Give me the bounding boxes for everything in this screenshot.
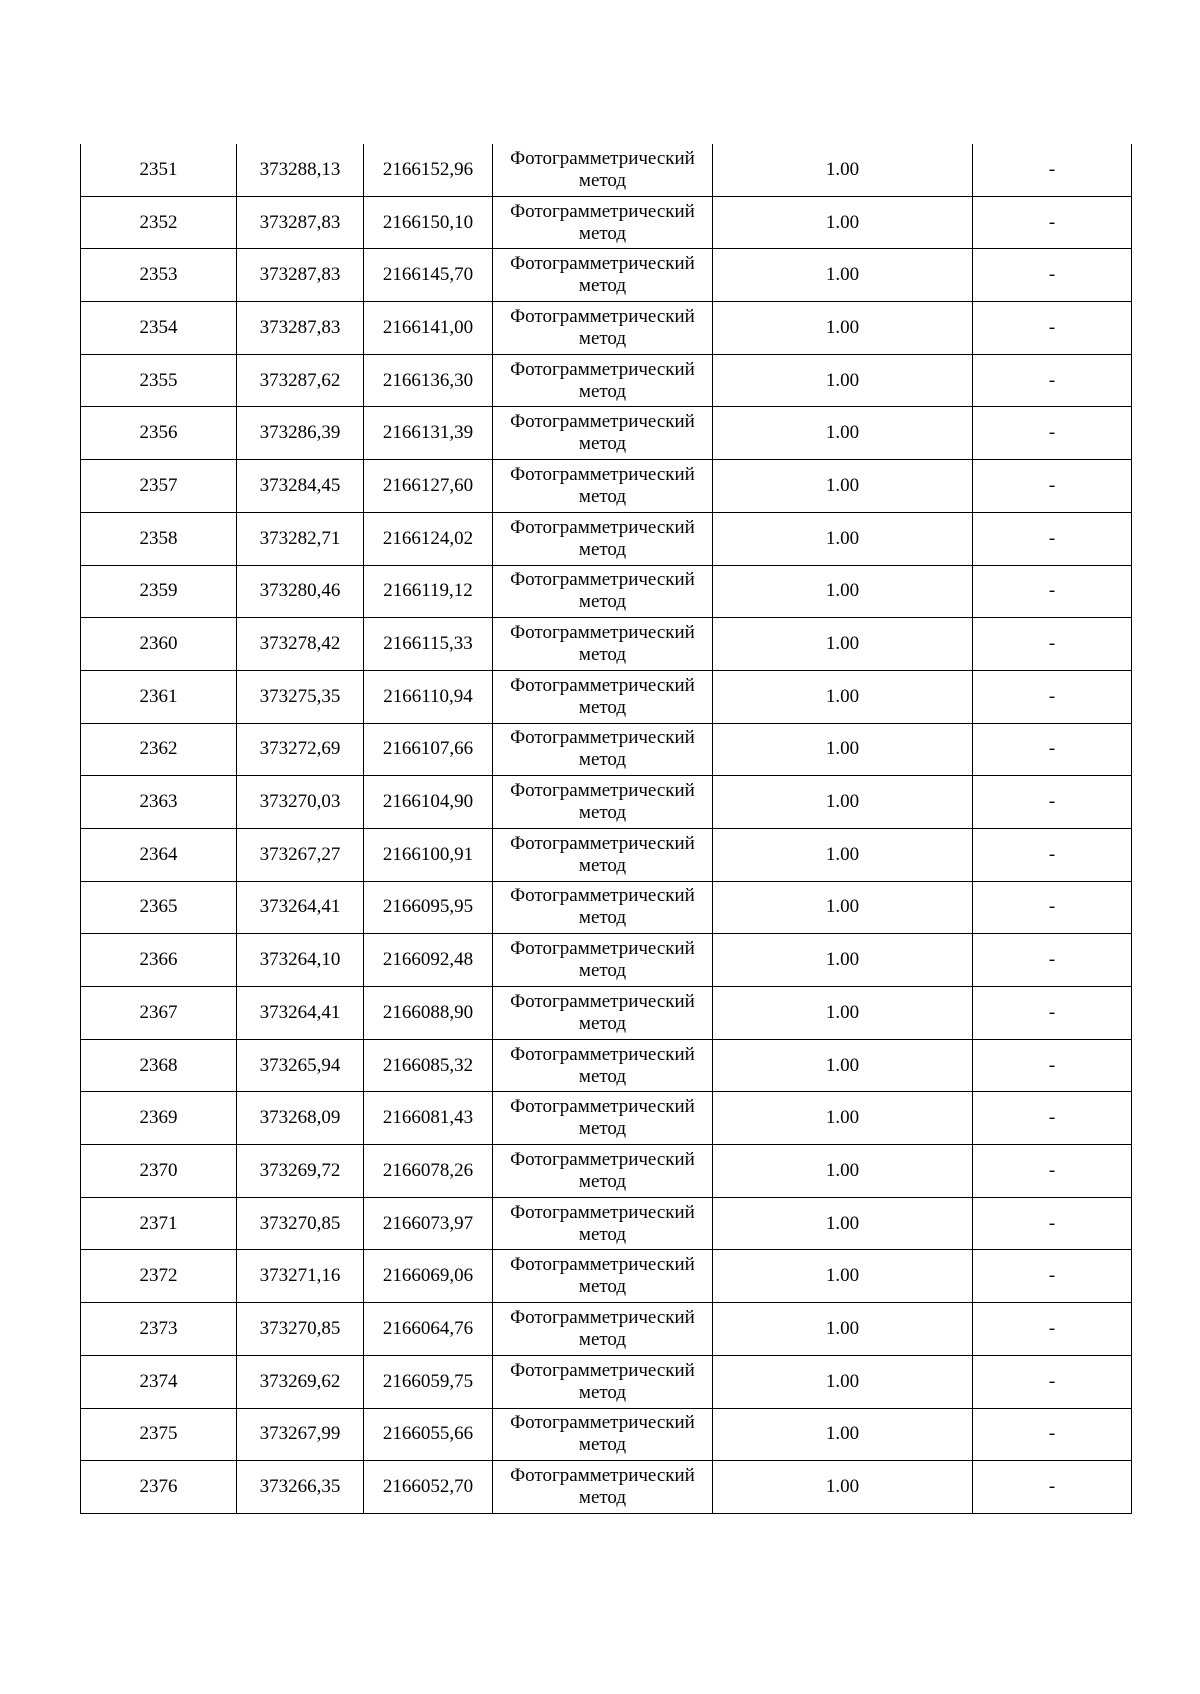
method-cell [493, 144, 713, 196]
y-coordinate-cell: 2166059,75 [364, 1355, 493, 1408]
method-line-1: Фотограмметрический [510, 569, 695, 591]
method-line-2: метод [578, 433, 627, 455]
table-row [81, 1092, 1132, 1145]
x-coordinate-cell: 373287,83 [237, 249, 364, 302]
method-line-1: Фотограмметрический [510, 885, 695, 907]
x-coordinate-cell: 373270,03 [237, 776, 364, 829]
method-line-2: метод [578, 907, 627, 929]
point-number-cell: 2356 [81, 407, 237, 460]
accuracy-cell: 1.00 [713, 196, 973, 249]
method-cell [493, 1461, 713, 1514]
y-coordinate-cell: 2166110,94 [364, 670, 493, 723]
method-cell [493, 1092, 713, 1145]
table-row [81, 196, 1132, 249]
method-line-1: Фотограмметрический [510, 516, 695, 538]
accuracy-cell: 1.00 [713, 1355, 973, 1408]
method-line-1: Фотограмметрический [510, 147, 695, 169]
point-number-cell: 2371 [81, 1197, 237, 1250]
accuracy-cell: 1.00 [713, 460, 973, 513]
method-line-2: метод [578, 380, 627, 402]
accuracy-cell: 1.00 [713, 1145, 973, 1198]
point-number-cell: 2363 [81, 776, 237, 829]
method-cell [493, 1355, 713, 1408]
method-line-1: Фотограмметрический [510, 1043, 695, 1065]
method-line-2: метод [578, 327, 627, 349]
point-number-cell: 2374 [81, 1355, 237, 1408]
method-cell [493, 512, 713, 565]
table-row [81, 249, 1132, 302]
point-number-cell: 2375 [81, 1408, 237, 1461]
method-line-2: метод [578, 644, 627, 666]
method-cell [493, 1303, 713, 1356]
y-coordinate-cell: 2166127,60 [364, 460, 493, 513]
method-cell [493, 776, 713, 829]
table-row [81, 987, 1132, 1040]
note-cell: - [973, 354, 1132, 407]
note-cell: - [973, 934, 1132, 987]
x-coordinate-cell: 373278,42 [237, 618, 364, 671]
table-row [81, 407, 1132, 460]
table-row [81, 723, 1132, 776]
table-row [81, 828, 1132, 881]
method-line-2: метод [578, 960, 627, 982]
method-line-1: Фотограмметрический [510, 832, 695, 854]
method-line-2: метод [578, 538, 627, 560]
note-cell: - [973, 828, 1132, 881]
method-line-2: метод [578, 1065, 627, 1087]
note-cell: - [973, 723, 1132, 776]
note-cell: - [973, 407, 1132, 460]
accuracy-cell: 1.00 [713, 776, 973, 829]
method-line-2: метод [578, 1487, 627, 1509]
accuracy-cell: 1.00 [713, 1039, 973, 1092]
x-coordinate-cell: 373265,94 [237, 1039, 364, 1092]
note-cell: - [973, 512, 1132, 565]
point-number-cell: 2373 [81, 1303, 237, 1356]
table-row [81, 670, 1132, 723]
method-line-1: Фотограмметрический [510, 1148, 695, 1170]
note-cell: - [973, 1145, 1132, 1198]
method-cell [493, 934, 713, 987]
y-coordinate-cell: 2166107,66 [364, 723, 493, 776]
method-cell [493, 302, 713, 355]
method-cell [493, 1039, 713, 1092]
x-coordinate-cell: 373269,62 [237, 1355, 364, 1408]
method-cell [493, 881, 713, 934]
point-number-cell: 2367 [81, 987, 237, 1040]
accuracy-cell: 1.00 [713, 1197, 973, 1250]
point-number-cell: 2365 [81, 881, 237, 934]
method-line-1: Фотограмметрический [510, 780, 695, 802]
note-cell: - [973, 1092, 1132, 1145]
method-line-1: Фотограмметрический [510, 622, 695, 644]
method-line-1: Фотограмметрический [510, 253, 695, 275]
note-cell: - [973, 1408, 1132, 1461]
x-coordinate-cell: 373272,69 [237, 723, 364, 776]
y-coordinate-cell: 2166052,70 [364, 1461, 493, 1514]
accuracy-cell: 1.00 [713, 934, 973, 987]
accuracy-cell: 1.00 [713, 1092, 973, 1145]
method-line-1: Фотограмметрический [510, 411, 695, 433]
table-row [81, 1303, 1132, 1356]
accuracy-cell: 1.00 [713, 723, 973, 776]
method-line-2: метод [578, 591, 627, 613]
y-coordinate-cell: 2166092,48 [364, 934, 493, 987]
table-row [81, 1461, 1132, 1514]
y-coordinate-cell: 2166152,96 [364, 144, 493, 196]
method-cell [493, 565, 713, 618]
point-number-cell: 2358 [81, 512, 237, 565]
method-cell [493, 987, 713, 1040]
accuracy-cell: 1.00 [713, 354, 973, 407]
x-coordinate-cell: 373264,41 [237, 987, 364, 1040]
method-line-1: Фотограмметрический [510, 358, 695, 380]
table-row [81, 565, 1132, 618]
table-row [81, 1250, 1132, 1303]
method-line-2: метод [578, 485, 627, 507]
method-cell [493, 1197, 713, 1250]
y-coordinate-cell: 2166119,12 [364, 565, 493, 618]
y-coordinate-cell: 2166081,43 [364, 1092, 493, 1145]
x-coordinate-cell: 373264,10 [237, 934, 364, 987]
point-number-cell: 2351 [81, 144, 237, 196]
note-cell: - [973, 302, 1132, 355]
coordinates-table [80, 144, 1132, 1514]
note-cell: - [973, 1461, 1132, 1514]
x-coordinate-cell: 373286,39 [237, 407, 364, 460]
method-line-2: метод [578, 1434, 627, 1456]
y-coordinate-cell: 2166115,33 [364, 618, 493, 671]
note-cell: - [973, 670, 1132, 723]
note-cell: - [973, 776, 1132, 829]
accuracy-cell: 1.00 [713, 987, 973, 1040]
table-row [81, 1408, 1132, 1461]
table-row [81, 302, 1132, 355]
method-line-1: Фотограмметрический [510, 1465, 695, 1487]
accuracy-cell: 1.00 [713, 249, 973, 302]
method-cell [493, 828, 713, 881]
method-line-1: Фотограмметрический [510, 674, 695, 696]
method-line-2: метод [578, 222, 627, 244]
point-number-cell: 2355 [81, 354, 237, 407]
table-row [81, 460, 1132, 513]
point-number-cell: 2370 [81, 1145, 237, 1198]
method-cell [493, 354, 713, 407]
note-cell: - [973, 881, 1132, 934]
method-cell [493, 249, 713, 302]
x-coordinate-cell: 373269,72 [237, 1145, 364, 1198]
method-line-2: метод [578, 1223, 627, 1245]
y-coordinate-cell: 2166069,06 [364, 1250, 493, 1303]
note-cell: - [973, 1250, 1132, 1303]
y-coordinate-cell: 2166100,91 [364, 828, 493, 881]
note-cell: - [973, 987, 1132, 1040]
y-coordinate-cell: 2166055,66 [364, 1408, 493, 1461]
y-coordinate-cell: 2166095,95 [364, 881, 493, 934]
method-line-1: Фотограмметрический [510, 990, 695, 1012]
table-row [81, 354, 1132, 407]
method-line-2: метод [578, 1328, 627, 1350]
method-line-2: метод [578, 1170, 627, 1192]
point-number-cell: 2369 [81, 1092, 237, 1145]
method-cell [493, 670, 713, 723]
point-number-cell: 2352 [81, 196, 237, 249]
method-line-2: метод [578, 802, 627, 824]
method-line-1: Фотограмметрический [510, 1306, 695, 1328]
x-coordinate-cell: 373268,09 [237, 1092, 364, 1145]
y-coordinate-cell: 2166078,26 [364, 1145, 493, 1198]
accuracy-cell: 1.00 [713, 618, 973, 671]
point-number-cell: 2360 [81, 618, 237, 671]
method-line-1: Фотограмметрический [510, 727, 695, 749]
method-cell [493, 1250, 713, 1303]
method-cell [493, 618, 713, 671]
y-coordinate-cell: 2166064,76 [364, 1303, 493, 1356]
y-coordinate-cell: 2166073,97 [364, 1197, 493, 1250]
accuracy-cell: 1.00 [713, 407, 973, 460]
point-number-cell: 2362 [81, 723, 237, 776]
table-row [81, 512, 1132, 565]
method-line-1: Фотограмметрический [510, 200, 695, 222]
y-coordinate-cell: 2166136,30 [364, 354, 493, 407]
table-row [81, 1355, 1132, 1408]
point-number-cell: 2368 [81, 1039, 237, 1092]
accuracy-cell: 1.00 [713, 1461, 973, 1514]
accuracy-cell: 1.00 [713, 881, 973, 934]
x-coordinate-cell: 373264,41 [237, 881, 364, 934]
point-number-cell: 2372 [81, 1250, 237, 1303]
note-cell: - [973, 1303, 1132, 1356]
table-row [81, 934, 1132, 987]
x-coordinate-cell: 373282,71 [237, 512, 364, 565]
x-coordinate-cell: 373267,27 [237, 828, 364, 881]
note-cell: - [973, 1039, 1132, 1092]
note-cell: - [973, 618, 1132, 671]
table-row [81, 881, 1132, 934]
table-row [81, 1039, 1132, 1092]
method-line-2: метод [578, 854, 627, 876]
accuracy-cell: 1.00 [713, 302, 973, 355]
method-line-2: метод [578, 1012, 627, 1034]
x-coordinate-cell: 373270,85 [237, 1197, 364, 1250]
method-line-2: метод [578, 696, 627, 718]
accuracy-cell: 1.00 [713, 565, 973, 618]
point-number-cell: 2354 [81, 302, 237, 355]
note-cell: - [973, 565, 1132, 618]
x-coordinate-cell: 373266,35 [237, 1461, 364, 1514]
y-coordinate-cell: 2166124,02 [364, 512, 493, 565]
method-cell [493, 460, 713, 513]
accuracy-cell: 1.00 [713, 670, 973, 723]
x-coordinate-cell: 373275,35 [237, 670, 364, 723]
method-line-1: Фотограмметрический [510, 1096, 695, 1118]
y-coordinate-cell: 2166150,10 [364, 196, 493, 249]
note-cell: - [973, 196, 1132, 249]
method-line-1: Фотограмметрический [510, 938, 695, 960]
method-cell [493, 1145, 713, 1198]
y-coordinate-cell: 2166145,70 [364, 249, 493, 302]
note-cell: - [973, 460, 1132, 513]
method-line-2: метод [578, 1381, 627, 1403]
accuracy-cell: 1.00 [713, 1408, 973, 1461]
table-row [81, 1197, 1132, 1250]
note-cell: - [973, 249, 1132, 302]
point-number-cell: 2366 [81, 934, 237, 987]
y-coordinate-cell: 2166085,32 [364, 1039, 493, 1092]
table-row [81, 618, 1132, 671]
note-cell: - [973, 1355, 1132, 1408]
method-cell [493, 407, 713, 460]
method-line-1: Фотограмметрический [510, 1412, 695, 1434]
point-number-cell: 2361 [81, 670, 237, 723]
x-coordinate-cell: 373287,83 [237, 196, 364, 249]
y-coordinate-cell: 2166131,39 [364, 407, 493, 460]
accuracy-cell: 1.00 [713, 512, 973, 565]
method-line-2: метод [578, 1118, 627, 1140]
accuracy-cell: 1.00 [713, 828, 973, 881]
x-coordinate-cell: 373287,83 [237, 302, 364, 355]
note-cell: - [973, 144, 1132, 196]
point-number-cell: 2359 [81, 565, 237, 618]
y-coordinate-cell: 2166141,00 [364, 302, 493, 355]
x-coordinate-cell: 373284,45 [237, 460, 364, 513]
x-coordinate-cell: 373288,13 [237, 144, 364, 196]
table-row [81, 776, 1132, 829]
x-coordinate-cell: 373280,46 [237, 565, 364, 618]
method-cell [493, 723, 713, 776]
accuracy-cell: 1.00 [713, 1303, 973, 1356]
method-line-1: Фотограмметрический [510, 463, 695, 485]
x-coordinate-cell: 373270,85 [237, 1303, 364, 1356]
method-line-2: метод [578, 275, 627, 297]
method-cell [493, 1408, 713, 1461]
y-coordinate-cell: 2166088,90 [364, 987, 493, 1040]
method-line-1: Фотограмметрический [510, 1201, 695, 1223]
x-coordinate-cell: 373271,16 [237, 1250, 364, 1303]
table-row [81, 1145, 1132, 1198]
x-coordinate-cell: 373287,62 [237, 354, 364, 407]
method-cell [493, 196, 713, 249]
method-line-2: метод [578, 1276, 627, 1298]
table-row [81, 144, 1132, 196]
point-number-cell: 2357 [81, 460, 237, 513]
method-line-1: Фотограмметрический [510, 305, 695, 327]
point-number-cell: 2364 [81, 828, 237, 881]
y-coordinate-cell: 2166104,90 [364, 776, 493, 829]
method-line-2: метод [578, 169, 627, 191]
table-body [81, 144, 1132, 1513]
point-number-cell: 2353 [81, 249, 237, 302]
point-number-cell: 2376 [81, 1461, 237, 1514]
method-line-1: Фотограмметрический [510, 1359, 695, 1381]
method-line-2: метод [578, 749, 627, 771]
note-cell: - [973, 1197, 1132, 1250]
method-line-1: Фотограмметрический [510, 1254, 695, 1276]
accuracy-cell: 1.00 [713, 1250, 973, 1303]
x-coordinate-cell: 373267,99 [237, 1408, 364, 1461]
accuracy-cell: 1.00 [713, 144, 973, 196]
